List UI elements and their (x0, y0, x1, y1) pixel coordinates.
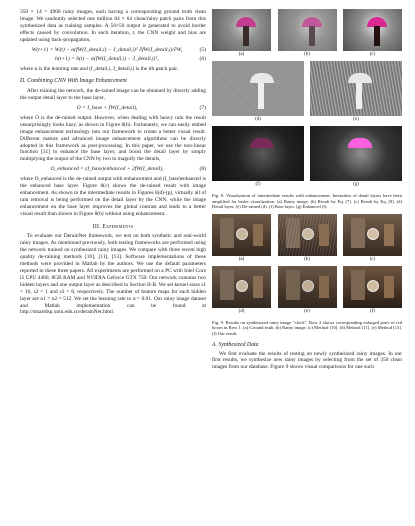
figure-9-caption: Fig. 9. Results on synthesized rainy image "clock". Row 2 shows corresponding enlarged parts of red boxes in Row 1. (a) Ground truth. (b) Rainy image. (c) Method [10]. (d) Method [11]. (e) Method [13]. (f) Our result. (212, 319, 402, 336)
ground-truth-image (212, 214, 271, 256)
clock-shape (236, 280, 248, 292)
clock-shape (236, 228, 248, 240)
subfigure-label: (b) (304, 52, 310, 57)
subfigure-label: (c) (369, 52, 376, 57)
subfigure-label: (c) (369, 256, 376, 262)
figure-8 (212, 9, 402, 210)
paragraph: We first evaluate the results of testing on newly synthesized rainy images. In our first results, we synthesize new rainy images by selecting from the set of 350 clean images from our database. Figure 9 shows visual comparisons for one such (212, 350, 402, 371)
person-shape (309, 26, 315, 46)
umbrella-shape (348, 138, 372, 148)
equation-number: (6) (199, 56, 206, 63)
person-shape (258, 83, 264, 109)
person-shape (374, 26, 380, 46)
equation-body: O = I_base + fW(I_detail), (76, 104, 138, 111)
right-column (212, 9, 402, 371)
paragraph: where α is the learning rate and (I_detail,i, J_detail,i) is the ith patch pair. (20, 66, 179, 73)
detail-layer-image (212, 61, 304, 116)
subfigure-label: (f) (255, 182, 261, 187)
clock-shape (302, 280, 314, 292)
method-13-image (278, 266, 337, 308)
section-heading: D. Combining CNN With Image Enhancement (20, 78, 127, 85)
subfigure-label: (e) (353, 117, 359, 122)
base-layer-image (212, 126, 304, 181)
our-result-image (343, 266, 402, 308)
equation-number: (7) (199, 104, 206, 111)
section-heading: III. Experiments (92, 223, 134, 230)
clock-shape (367, 228, 379, 240)
subfigure-label: (f) (370, 308, 375, 314)
equation-6 (20, 56, 206, 63)
derained-detail-image (310, 61, 402, 116)
figure-8-caption: Fig. 8. Visualization of intermediate results with enhancement. Intensities of detail layers have been amplified for better visualization. (a) Rainy image. (b) Result by Eq. (7). (c) Result by Eq. (8). (d) Detail layer. (e) De-rained (d). (f) Base layer. (g) Enhanced (f). (212, 193, 402, 210)
enhanced-base-image (310, 126, 402, 181)
figure-9 (212, 214, 402, 337)
subfigure-label: (d) (255, 117, 261, 122)
method-10-image (343, 214, 402, 256)
method-11-image (212, 266, 271, 308)
person-shape (356, 83, 362, 109)
equation-number: (5) (199, 46, 206, 53)
result-eq8-image (343, 9, 402, 51)
subfigure-label: (a) (238, 52, 245, 57)
paragraph: 350 × 14 = 4900 rainy images, each having a corresponding ground truth clean image. We randomly selected one million 64 × 64 clean/rainy patch pairs from this synthesized data as training samples. A 56×56 output is generated to avoid border effects caused by convolution. In each iteration, t, the CNN weight and bias are updated using back-propagation, (20, 9, 206, 43)
equation-8 (20, 166, 206, 173)
rainy-clock-image (278, 214, 337, 256)
rain-overlay (278, 214, 337, 256)
subfigure-label: (a) (238, 256, 245, 262)
umbrella-shape (250, 73, 274, 83)
person-shape (243, 26, 249, 46)
umbrella-shape (250, 138, 274, 148)
equation-body: W(t+1) = W(t) − α(fW(I_detail,i) − J_detail,i)ᵀ ∂fW(I_detail,i)/∂W, (31, 46, 183, 53)
result-eq7-image (278, 9, 337, 51)
umbrella-shape (348, 73, 372, 83)
equation-number: (8) (199, 166, 206, 173)
left-column (20, 9, 206, 316)
equation-body: O_enhanced = (I_base)enhanced + 2fW(I_detail), (50, 166, 164, 173)
subfigure-label: (b) (304, 256, 310, 262)
subfigure-label: (g) (353, 182, 359, 187)
clock-shape (367, 280, 379, 292)
equation-7 (20, 105, 206, 112)
subfigure-label: (d) (238, 308, 245, 314)
paragraph: To evaluate our DerainNet framework, we test on both synthetic and real-world rainy images. As mentioned previously, both testing frameworks are performed using the network trained on synthesized rainy images. We compare with three recent high quality de-raining methods [10], [11], [13]. Software implementations of these methods were provided in Matlab by the authors. We use the default parameters reported in these three papers. All experiments are performed on a PC with Intel Core i5 CPU 4460, 8GB RAM and NVIDIA Geforce GTX 750. Our network contains two hidden layers and one output layer as described in Section II-B. We set kernel sizes s1 = 16, s2 = 1 and s3 = 8, respectively. The number of feature maps for each hidden layer are n1 = n2 = 512. We set the learning rate to α = 0.01. Our rainy image dataset and Matlab implementation can be found at http://smartdsp.xmu.edu.cn/derainNet.html. (20, 233, 206, 316)
equation-body: b(t+1) = b(t) − α(fW(I_detail,i) − J_detail,i)ᵀ, (55, 56, 159, 63)
paragraph: where O is the de-rained output. However, when dealing with heavy rain the result unsurprisingly looks hazy, as shown in Figure 8(b). Fortunately, we can easily embed image enhancement technology into our framework to create a better visual result. Different mature and advanced image enhancement algorithms can be directly adopted in this framework as post-processing. In this paper, we use the non-linear function [31] to enhance the base layer, and boost the detail layer by simply multiplying the output of the CNN by two to magnify the details, (20, 114, 206, 163)
paragraph: After training the network, the de-rained image can be obtained by directly adding the output detail layer to the base layer, (20, 88, 206, 102)
equation-5 (20, 47, 206, 54)
subfigure-label: (e) (304, 308, 310, 314)
rainy-image (212, 9, 271, 51)
section-heading: A. Synthesized Data (212, 341, 259, 348)
paragraph: where O_enhanced is the de-rained output with enhancement and (I_base)enhanced is the enhanced base layer. Figure 8(c) shows the de-rained result with image enhancement. As shown in the intermediate results in Figures 8(d)-(g), virtually all of rain removal is being performed on the detail layer by the CNN, while the image enhancement on the base layer improves the global contrast and leads to a better visual result than shown in Figure 8(b) without using enhancement. (20, 176, 206, 217)
